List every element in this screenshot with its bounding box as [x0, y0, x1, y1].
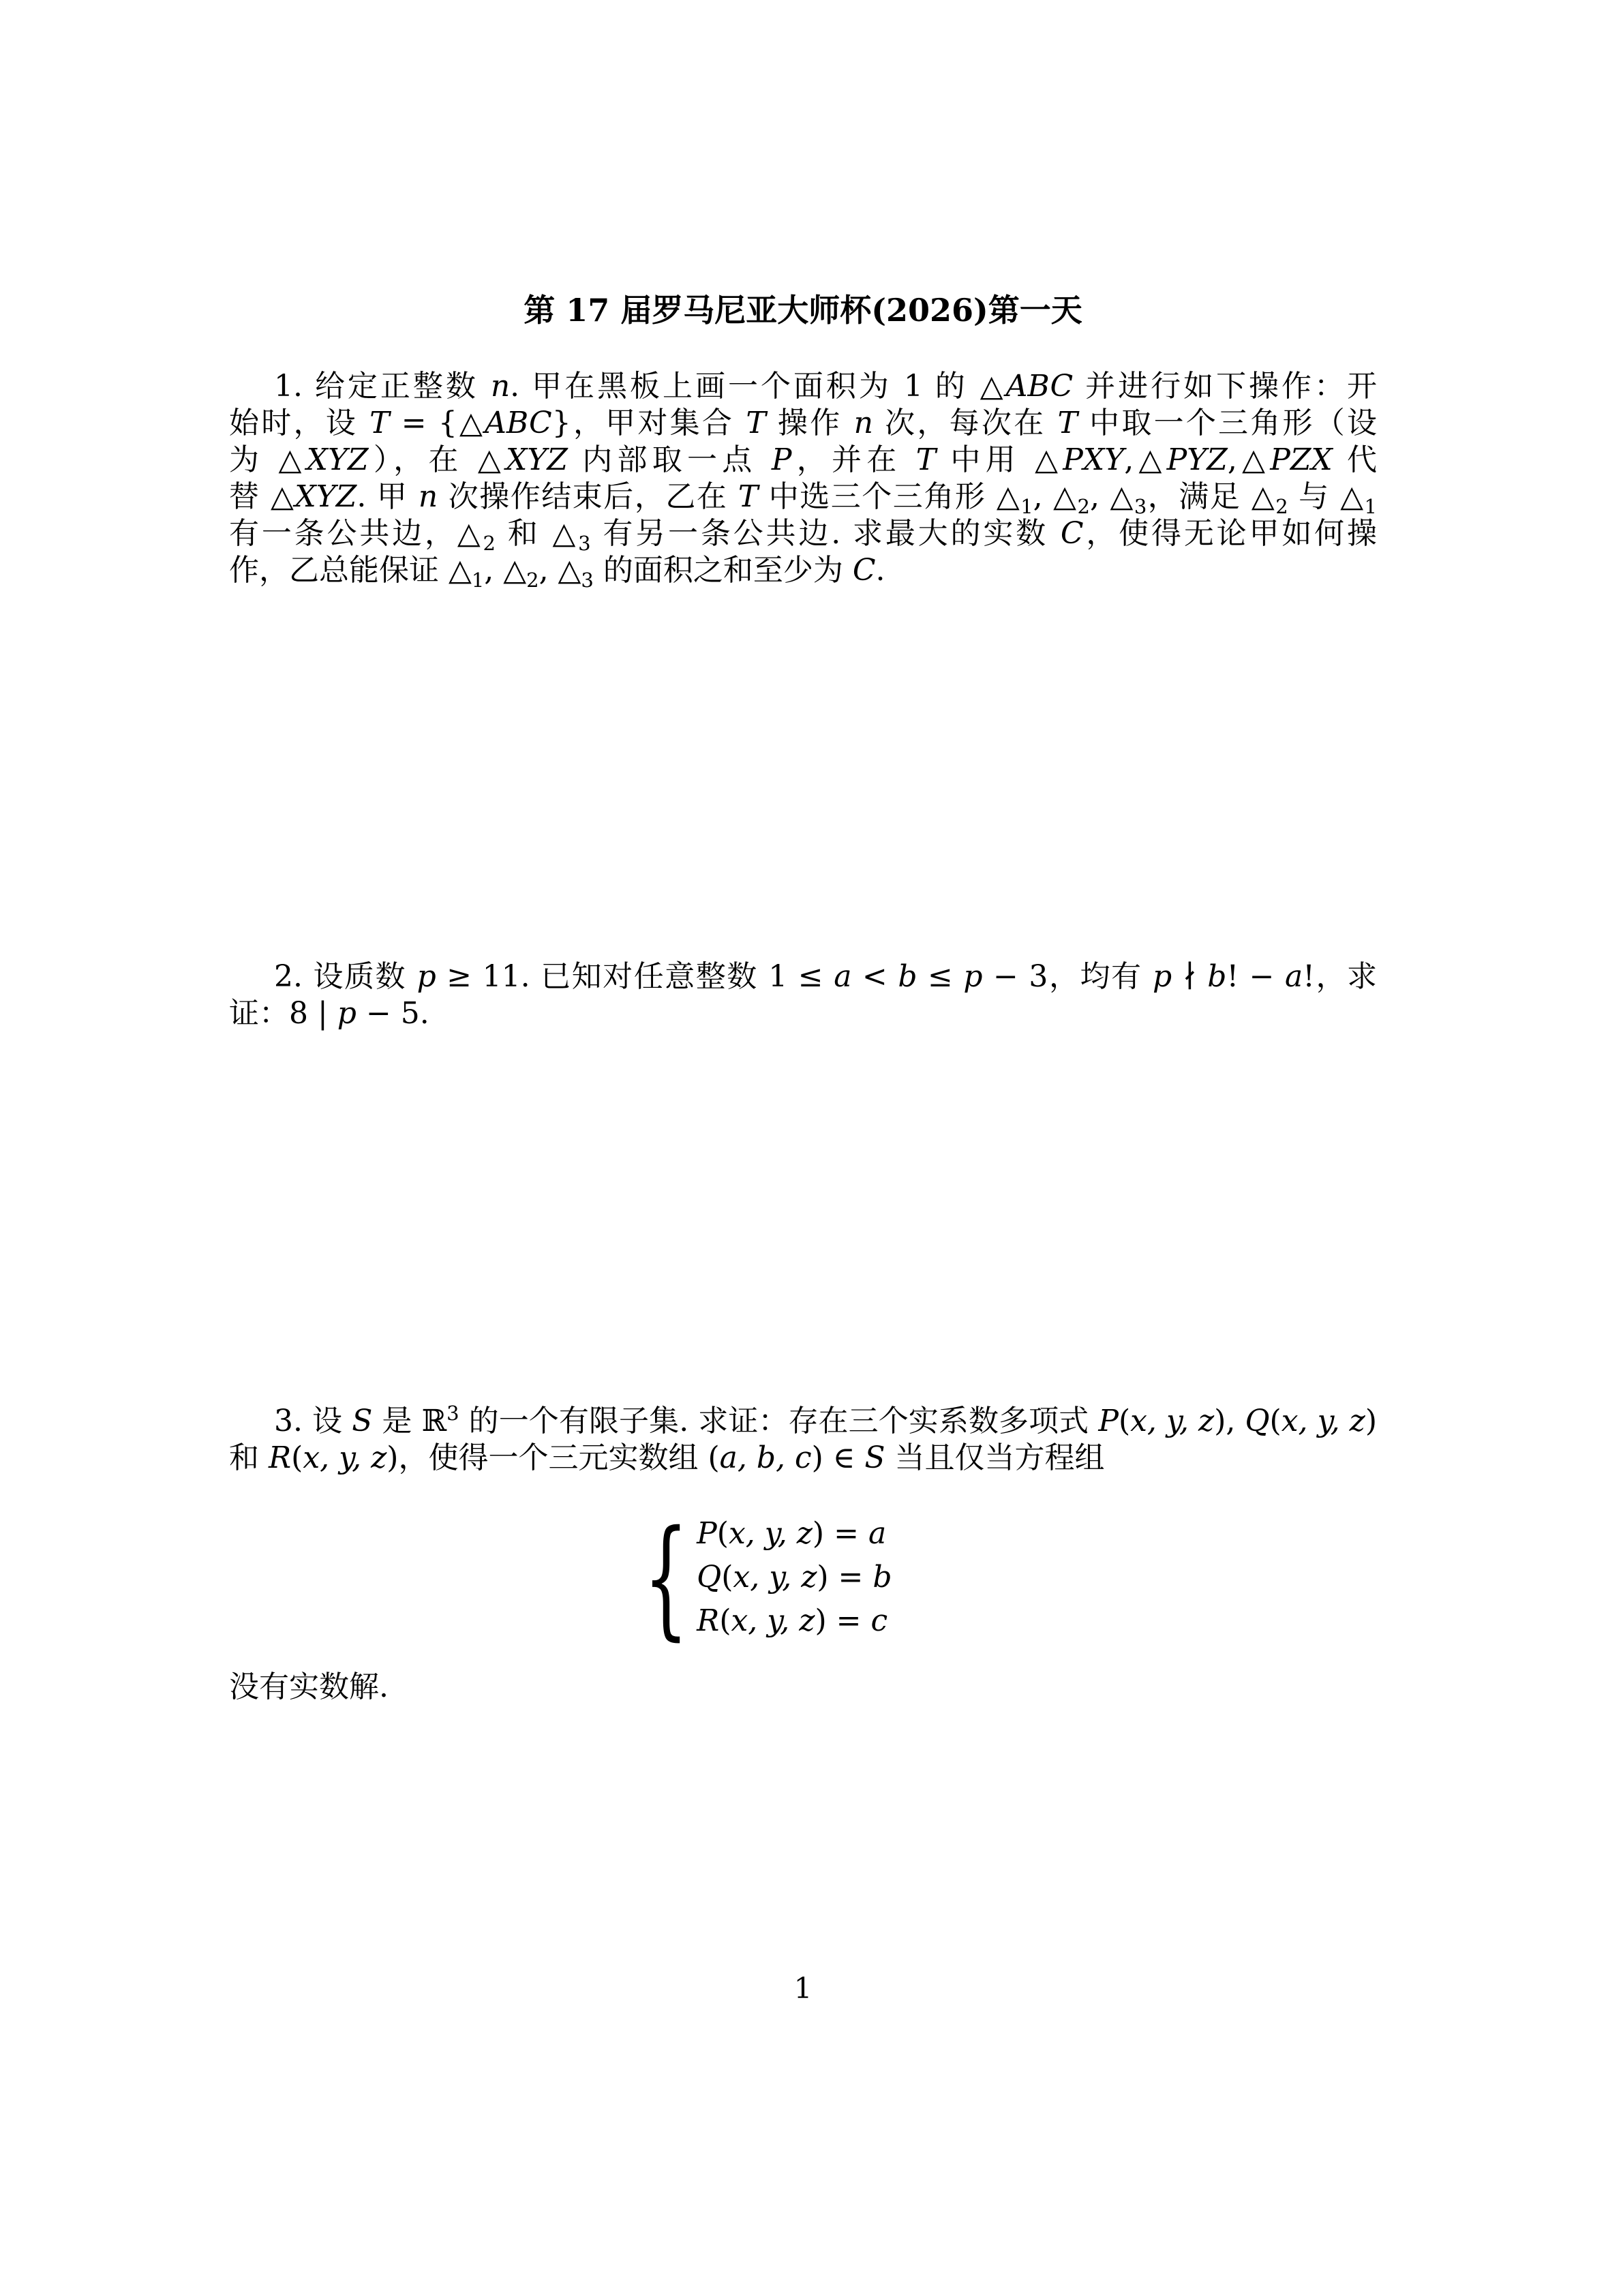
- problem-2: [229, 958, 1377, 1032]
- text-segment: ) ∈: [811, 1440, 865, 1475]
- no-real-solution-note: 没有实数解.: [229, 1670, 389, 1704]
- text-segment: △: [278, 442, 307, 477]
- text-segment: x, y, z: [1130, 1404, 1215, 1438]
- text-segment: x, y, z: [728, 1516, 813, 1551]
- text-segment: n: [418, 479, 438, 514]
- text-segment: p: [1153, 959, 1172, 994]
- text-segment: ∤: [1172, 959, 1208, 994]
- text-segment: 设: [312, 1404, 352, 1438]
- text-segment: (: [291, 1440, 303, 1475]
- text-segment: ,△: [1227, 442, 1271, 477]
- text-segment: 2: [483, 532, 496, 555]
- text-segment: ≥ 11.: [436, 959, 541, 994]
- text-segment: P: [1098, 1404, 1119, 1438]
- text-segment: x, y, z: [733, 1560, 817, 1595]
- problem-line: [229, 1440, 1377, 1477]
- text-segment: 是: [372, 1404, 422, 1438]
- text-segment: <: [851, 959, 898, 994]
- text-segment: (: [1118, 1404, 1131, 1438]
- text-segment: ，使得一个三元实数组: [398, 1440, 708, 1475]
- problem-line: [229, 442, 1377, 479]
- text-segment: 1 ≤: [768, 959, 834, 994]
- text-segment: 中用: [936, 442, 1035, 477]
- problem-line: [229, 368, 1377, 405]
- text-segment: 操作: [765, 406, 854, 440]
- text-segment: .: [357, 479, 377, 514]
- text-segment: 有另一条公共边. 求最大的实数: [590, 516, 1061, 551]
- text-segment: ) =: [812, 1516, 868, 1551]
- text-segment: XYZ: [306, 442, 369, 477]
- text-segment: XYZ: [506, 442, 568, 477]
- text-segment: R: [697, 1603, 720, 1638]
- text-segment: 的面积之和至少为: [593, 553, 853, 588]
- text-segment: R: [269, 1440, 292, 1475]
- problem-line: [229, 405, 1377, 442]
- text-segment: 中取一个三角形（设: [1077, 406, 1377, 440]
- text-segment: p: [416, 959, 436, 994]
- text-segment: △: [271, 479, 295, 514]
- text-segment: 1.: [274, 369, 315, 404]
- text-segment: }: [551, 406, 571, 440]
- text-segment: ABC: [1005, 369, 1074, 404]
- text-segment: XYZ: [294, 479, 357, 514]
- text-segment: , △: [1033, 479, 1078, 514]
- text-segment: P: [771, 442, 792, 477]
- problem-3: [229, 1403, 1377, 1477]
- text-segment: 1: [1364, 495, 1377, 518]
- text-segment: S: [864, 1440, 885, 1475]
- text-segment: 的: [922, 369, 980, 404]
- text-segment: △: [457, 516, 483, 551]
- text-segment: 次操作结束后，乙在: [438, 479, 738, 514]
- text-segment: 和: [495, 516, 553, 551]
- text-segment: ，求: [1314, 959, 1378, 994]
- text-segment: △: [980, 369, 1006, 404]
- text-segment: △: [996, 479, 1021, 514]
- text-segment: a: [834, 959, 852, 994]
- problem-line: [229, 1403, 1377, 1440]
- text-segment: 和: [229, 1440, 269, 1475]
- text-segment: (: [719, 1603, 731, 1638]
- text-segment: x, y, z: [731, 1603, 815, 1638]
- text-segment: Q: [697, 1560, 722, 1595]
- problem-line: [229, 995, 1377, 1032]
- text-segment: 当且仅当方程组: [885, 1440, 1105, 1475]
- text-segment: 1: [471, 569, 485, 592]
- text-segment: ，使得无论甲如何操: [1083, 516, 1377, 551]
- problem-line: [229, 479, 1377, 518]
- text-segment: C: [852, 553, 876, 588]
- text-segment: S: [352, 1404, 373, 1438]
- text-segment: = {△: [389, 406, 485, 440]
- text-segment: a: [1285, 959, 1303, 994]
- equation-row: [697, 1599, 892, 1643]
- text-segment: T: [915, 442, 937, 477]
- text-segment: b: [873, 1560, 892, 1595]
- text-segment: p: [337, 996, 357, 1031]
- page-number: 1: [793, 1972, 813, 2005]
- text-segment: a, b, c: [719, 1440, 812, 1475]
- text-segment: △: [1251, 479, 1276, 514]
- text-segment: 的一个有限子集. 求证：存在三个实系数多项式: [459, 1404, 1099, 1438]
- text-segment: .: [510, 369, 532, 404]
- text-segment: ，均有: [1048, 959, 1153, 994]
- text-segment: 与: [1288, 479, 1341, 514]
- text-segment: ! −: [1226, 959, 1286, 994]
- text-segment: ℝ: [421, 1404, 447, 1438]
- text-segment: P: [697, 1516, 717, 1551]
- text-segment: 内部取一点: [567, 442, 772, 477]
- left-brace: {: [643, 1501, 689, 1654]
- text-segment: 已知对任意整数: [541, 959, 769, 994]
- text-segment: 次，每次在: [873, 406, 1058, 440]
- text-segment: 有一条公共边，: [229, 516, 457, 551]
- text-segment: Q: [1245, 1404, 1270, 1438]
- text-segment: ，并在: [791, 442, 916, 477]
- text-segment: 2: [1077, 495, 1090, 518]
- text-segment: 给定正整数: [314, 369, 491, 404]
- text-segment: a: [868, 1516, 887, 1551]
- text-segment: ) =: [817, 1560, 873, 1595]
- text-segment: n: [490, 369, 511, 404]
- text-segment: , △: [484, 553, 527, 588]
- text-segment: 2.: [274, 959, 314, 994]
- text-segment: (: [721, 1560, 733, 1595]
- text-segment: 甲在黑板上画一个面积为: [532, 369, 904, 404]
- text-segment: .: [875, 553, 885, 588]
- text-segment: 并进行如下操作：开: [1073, 369, 1377, 404]
- problem-line: [229, 515, 1377, 555]
- text-segment: 8 |: [289, 996, 337, 1031]
- text-segment: ，甲对集合: [571, 406, 746, 440]
- text-segment: △: [1340, 479, 1365, 514]
- text-segment: ABC: [485, 406, 552, 440]
- text-segment: ≤: [917, 959, 964, 994]
- equation-rows: [697, 1512, 892, 1643]
- text-segment: − 5.: [356, 996, 429, 1031]
- text-segment: 3: [446, 1402, 459, 1425]
- text-segment: 代: [1332, 442, 1377, 477]
- text-segment: b: [898, 959, 917, 994]
- text-segment: PXY: [1063, 442, 1125, 477]
- text-segment: , △: [539, 553, 581, 588]
- text-segment: ，满足: [1147, 479, 1252, 514]
- text-segment: △: [552, 516, 579, 551]
- text-segment: 证：: [229, 996, 289, 1031]
- text-segment: − 3: [982, 959, 1048, 994]
- page-title: 第 17 届罗马尼亚大师杯(2026)第一天: [524, 292, 1082, 329]
- equation-system: [643, 1501, 892, 1654]
- text-segment: !: [1303, 959, 1315, 994]
- text-segment: ),: [1214, 1404, 1245, 1438]
- text-segment: 3: [1134, 495, 1147, 518]
- text-segment: 作，乙总能保证: [229, 553, 449, 588]
- text-segment: △: [449, 553, 472, 588]
- text-segment: 中选三个三角形: [758, 479, 997, 514]
- text-segment: 甲: [376, 479, 419, 514]
- text-segment: (: [708, 1440, 720, 1475]
- text-segment: 2: [1275, 495, 1288, 518]
- equation-row: [697, 1512, 892, 1556]
- text-segment: T: [369, 406, 390, 440]
- text-segment: (: [1269, 1404, 1281, 1438]
- text-segment: PYZ: [1166, 442, 1228, 477]
- text-segment: 始时，设: [229, 406, 370, 440]
- text-segment: 3: [581, 569, 594, 592]
- text-segment: (: [716, 1516, 729, 1551]
- text-segment: △: [1035, 442, 1063, 477]
- text-segment: C: [1060, 516, 1084, 551]
- text-segment: 1: [903, 369, 923, 404]
- problem-line: [229, 958, 1377, 995]
- problem-line: [229, 552, 1377, 592]
- text-segment: b: [1207, 959, 1227, 994]
- text-segment: 为: [229, 442, 279, 477]
- text-segment: c: [870, 1603, 888, 1638]
- text-segment: p: [963, 959, 983, 994]
- text-segment: 3: [578, 532, 591, 555]
- equation-row: [697, 1556, 892, 1599]
- text-segment: T: [746, 406, 766, 440]
- text-segment: x, y, z: [1281, 1404, 1365, 1438]
- text-segment: x, y, z: [303, 1440, 387, 1475]
- text-segment: ): [1365, 1404, 1377, 1438]
- text-segment: ,△: [1124, 442, 1167, 477]
- text-segment: ），在: [368, 442, 478, 477]
- text-segment: T: [1057, 406, 1078, 440]
- problem-1: [229, 368, 1377, 592]
- text-segment: n: [853, 406, 873, 440]
- text-segment: 替: [229, 479, 271, 514]
- text-segment: 设质数: [313, 959, 417, 994]
- text-segment: 2: [526, 569, 539, 592]
- text-segment: T: [738, 479, 759, 514]
- text-segment: PZX: [1270, 442, 1333, 477]
- text-segment: ): [386, 1440, 399, 1475]
- text-segment: △: [477, 442, 506, 477]
- text-segment: , △: [1089, 479, 1134, 514]
- text-segment: 1: [1020, 495, 1033, 518]
- text-segment: ) =: [815, 1603, 871, 1638]
- text-segment: 3.: [274, 1404, 313, 1438]
